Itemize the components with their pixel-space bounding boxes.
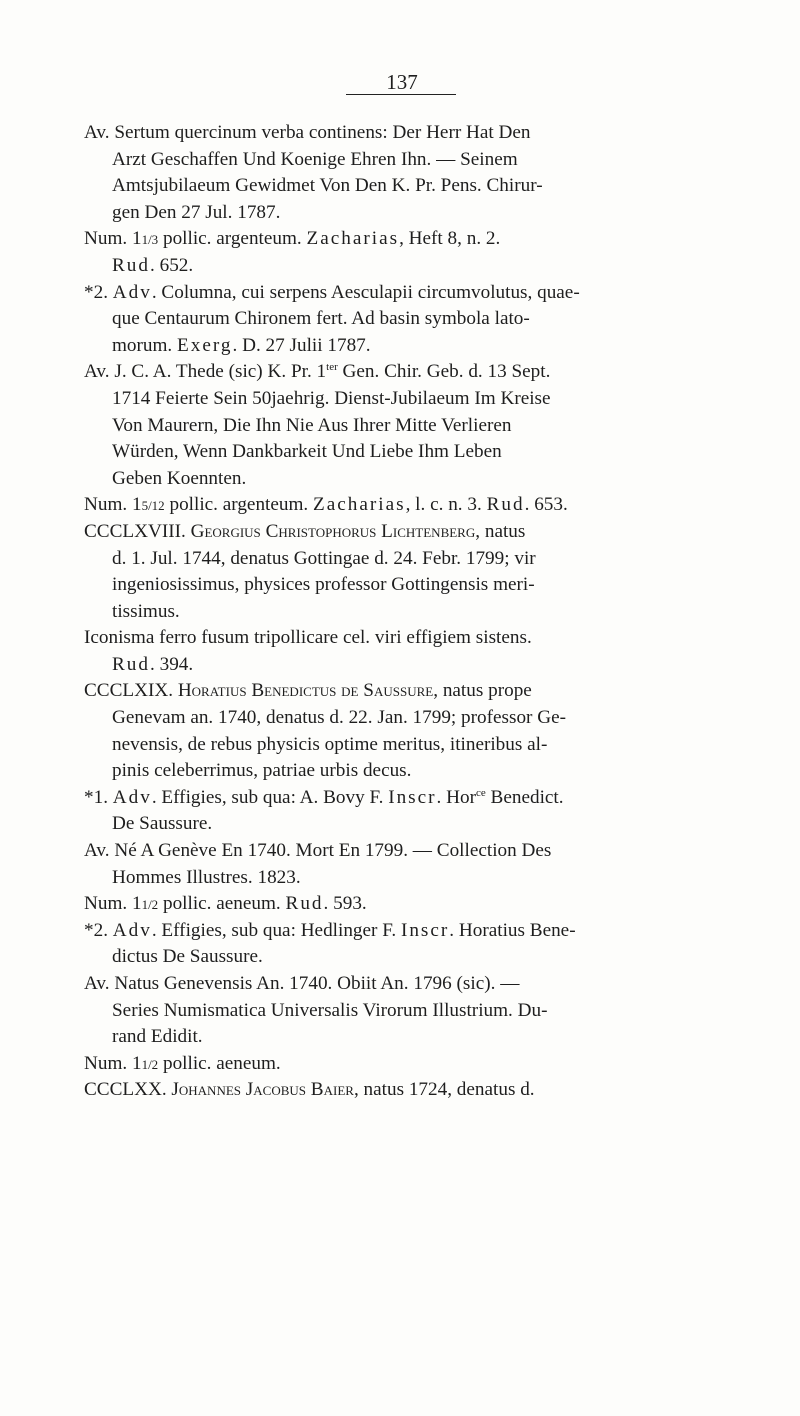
text-run: Rud (486, 494, 525, 516)
text-run: Amtsjubilaeum Gewidmet Von Den K. Pr. Pens. Chirur- (112, 175, 543, 197)
text-run: . 394. (150, 653, 194, 675)
text-run: pollic. aeneum. (158, 1052, 281, 1074)
entry-ccclxix-heading-line-2 (84, 705, 754, 732)
entry-ccclxvii-1-num-line-1 (84, 226, 754, 253)
text-run: . D. 27 Julii 1787. (232, 334, 371, 356)
text-run: . Hor (436, 786, 476, 808)
text-run: ingeniosissimus, physices professor Gottingensis meri- (112, 574, 535, 596)
entry-ccclxix-2-av-line-3 (84, 1024, 754, 1051)
text-run: Rud (112, 653, 150, 675)
text-run: . 653. (524, 494, 568, 516)
text-run: Georgius Christophorus Lichtenberg (190, 520, 476, 542)
entry-ccclxvii-2-av-line-4 (84, 439, 754, 466)
text-run: 5/12 (141, 498, 165, 514)
text-run: Würden, Wenn Dankbarkeit Und Liebe Ihm Leben (112, 441, 502, 463)
text-run: , Heft 8, n. 2. (399, 228, 501, 250)
text-run: Arzt Geschaffen Und Koenige Ehren Ihn. — Seinem (112, 148, 518, 170)
text-run: Inscr (388, 786, 437, 808)
entry-ccclxix-2-adv-line-1 (84, 918, 754, 945)
text-run: Johannes Jacobus Baier (171, 1079, 354, 1101)
text-run: Geben Koennten. (112, 467, 247, 489)
text-run: De Saussure. (112, 813, 213, 835)
text-run: Zacharias (306, 228, 400, 250)
entry-ccclxviii-heading-line-3 (84, 572, 754, 599)
entry-ccclxix-1-num-line-1 (84, 891, 754, 918)
text-run: tissimus. (112, 600, 180, 622)
page-number: 137 (386, 70, 418, 94)
text-run: Adv (112, 281, 152, 303)
entry-ccclxviii-heading-line-2 (84, 546, 754, 573)
text-run: Rud (112, 254, 150, 276)
text-run: pollic. argenteum. (164, 494, 313, 516)
entry-ccclxvii-2-adv-line-2 (84, 306, 754, 333)
entry-ccclxviii-iconisma-line-1 (84, 625, 754, 652)
entry-ccclxix-2-av-line-1 (84, 971, 754, 998)
text-run: *2. (84, 919, 113, 941)
entry-ccclxix-heading-line-1 (84, 678, 754, 705)
text-run: que Centaurum Chironem fert. Ad basin symbola lato- (112, 308, 530, 330)
text-run: CCCLXX. (84, 1079, 172, 1101)
text-run: Inscr (400, 919, 450, 941)
entry-ccclxvii-2-adv-line-1 (84, 280, 754, 307)
text-run: . Columna, cui serpens Aesculapii circumvolutus, quae- (151, 281, 580, 303)
entry-ccclxvii-1-av-line-3 (84, 173, 754, 200)
text-run: CCCLXIX. (84, 680, 178, 702)
text-run: , natus 1724, denatus d. (353, 1079, 535, 1101)
text-run: Series Numismatica Universalis Virorum Illustrium. Du- (112, 999, 548, 1021)
text-run: morum. (112, 334, 178, 356)
text-run: Av. J. C. A. Thede (sic) K. Pr. 1 (84, 361, 327, 383)
text-run: 1/2 (141, 897, 159, 913)
entry-ccclxvii-1-av-line-2 (84, 147, 754, 174)
text-run: pollic. argenteum. (158, 228, 307, 250)
text-run: . Effigies, sub qua: Hedlinger F. (151, 919, 401, 941)
text-run: ce (475, 786, 486, 799)
entry-ccclxix-heading-line-4 (84, 758, 754, 785)
text-run: Rud (285, 893, 324, 915)
text-run: dictus De Saussure. (112, 946, 263, 968)
entry-ccclxvii-1-av-line-4 (84, 200, 754, 227)
text-run: Exerg (177, 334, 233, 356)
text-run: , natus prope (433, 680, 532, 702)
entry-ccclxix-2-num-line-1 (84, 1051, 754, 1078)
entry-ccclxviii-iconisma-line-2 (84, 652, 754, 679)
text-run: Av. Natus Genevensis An. 1740. Obiit An. 1796 (sic). — (84, 973, 520, 994)
entry-ccclxix-2-av-line-2 (84, 998, 754, 1025)
text-run: 1714 Feierte Sein 50jaehrig. Dienst-Jubilaeum Im Kreise (112, 387, 551, 409)
text-run: . 593. (323, 893, 367, 915)
text-run: , l. c. n. 3. (405, 494, 487, 516)
text-run: ter (326, 361, 338, 374)
entry-ccclxix-1-adv-line-1 (84, 785, 754, 812)
text-run: Von Maurern, Die Ihn Nie Aus Ihrer Mitte Verlieren (112, 414, 512, 436)
entry-ccclxvii-1-av-line-1 (84, 120, 754, 147)
text-run: pinis celeberrimus, patriae urbis decus. (112, 760, 412, 782)
entry-ccclxx-heading-line-1 (84, 1077, 754, 1104)
text-run: Adv (112, 786, 152, 808)
text-run: Av. Sertum quercinum verba continens: Der Herr Hat Den (84, 122, 531, 143)
text-run: Genevam an. 1740, denatus d. 22. Jan. 1799; professor Ge- (112, 707, 566, 729)
text-run: nevensis, de rebus physicis optime meritus, itineribus al- (112, 733, 548, 755)
text-run: Num. 1 (84, 1052, 142, 1074)
text-run: Av. Né A Genève En 1740. Mort En 1799. — Collection Des (84, 840, 552, 862)
text-run: CCCLXVIII. (84, 520, 191, 542)
catalog-text (84, 120, 754, 1104)
text-run: gen Den 27 Jul. 1787. (112, 201, 281, 223)
entry-ccclxix-2-adv-line-2 (84, 944, 754, 971)
entry-ccclxviii-heading-line-1 (84, 519, 754, 546)
text-run: *1. (84, 786, 113, 808)
text-run: . 652. (150, 254, 194, 276)
text-run: Benedict. (485, 786, 564, 808)
entry-ccclxvii-2-av-line-2 (84, 386, 754, 413)
entry-ccclxvii-2-av-line-1 (84, 359, 754, 386)
text-run: Adv (112, 919, 152, 941)
text-run: Num. 1 (84, 494, 142, 516)
entry-ccclxvii-1-num-line-2 (84, 253, 754, 280)
entry-ccclxvii-2-av-line-3 (84, 413, 754, 440)
text-run: Hommes Illustres. 1823. (112, 866, 301, 888)
entry-ccclxviii-heading-line-4 (84, 599, 754, 626)
text-run: , natus (475, 520, 526, 542)
text-run: d. 1. Jul. 1744, denatus Gottingae d. 24. Febr. 1799; vir (112, 547, 536, 569)
text-run: . Horatius Bene- (449, 919, 576, 941)
entry-ccclxvii-2-num-line-1 (84, 492, 754, 519)
text-run: pollic. aeneum. (158, 893, 286, 915)
text-run: Gen. Chir. Geb. d. 13 Sept. (337, 361, 551, 383)
text-run: Iconisma ferro fusum tripollicare cel. viri effigiem sistens. (84, 627, 532, 649)
text-run: *2. (84, 281, 113, 303)
entry-ccclxix-1-av-line-2 (84, 865, 754, 892)
text-run: Zacharias (313, 494, 406, 516)
entry-ccclxvii-2-adv-line-3 (84, 333, 754, 360)
page-number-rule (346, 94, 456, 95)
text-run: Horatius Benedictus de Saussure (177, 680, 434, 702)
entry-ccclxix-1-av-line-1 (84, 838, 754, 865)
text-run: Num. 1 (84, 893, 142, 915)
text-run: Num. 1 (84, 228, 142, 250)
text-run: 1/3 (141, 232, 159, 248)
entry-ccclxix-1-adv-line-2 (84, 811, 754, 838)
text-run: rand Edidit. (112, 1026, 203, 1048)
text-run: 1/2 (141, 1056, 159, 1072)
entry-ccclxix-heading-line-3 (84, 732, 754, 759)
text-run: . Effigies, sub qua: A. Bovy F. (151, 786, 389, 808)
entry-ccclxvii-2-av-line-5 (84, 466, 754, 493)
